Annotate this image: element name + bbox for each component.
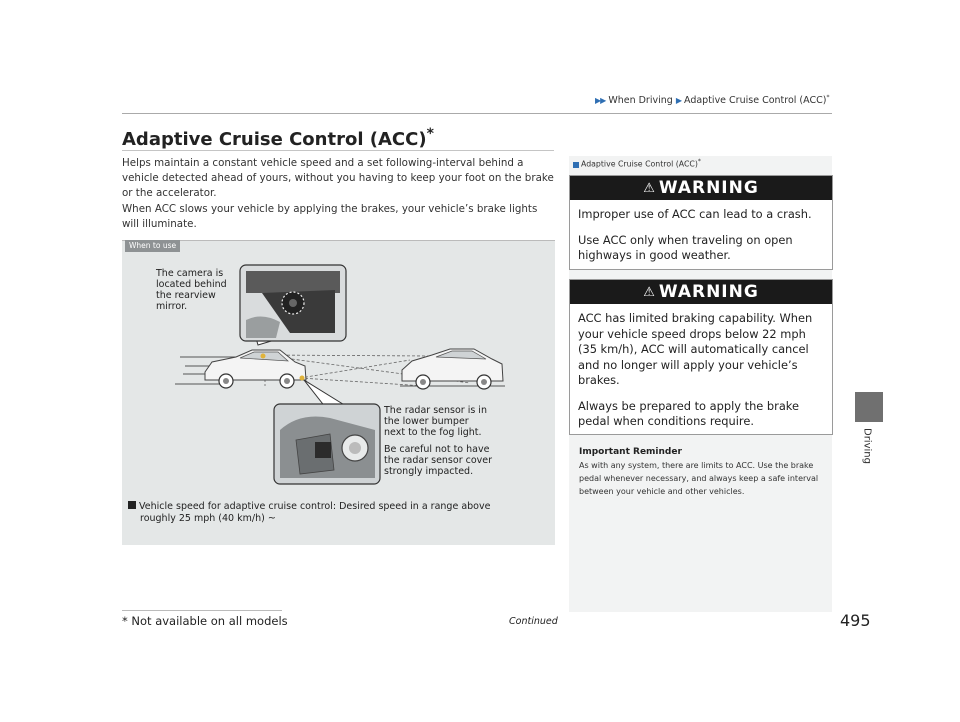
- warning-header: ⚠ WARNING: [570, 280, 832, 304]
- warning-2-text-1: ACC has limited braking capability. When your vehicle speed drops below 22 mph (35 km/h), ACC will automatically cancel and no longer will apply your vehicle’s brakes.: [578, 311, 813, 387]
- footnote: * Not available on all models: [122, 614, 288, 628]
- radar-callout-icon: [274, 380, 380, 484]
- lead-car-icon: [402, 349, 503, 389]
- warning-1-text-2: Use ACC only when traveling on open highways in good weather.: [578, 232, 793, 262]
- warning-1-text-1: Improper use of ACC can lead to a crash.: [578, 207, 812, 221]
- page-title: Adaptive Cruise Control (ACC)*: [122, 126, 434, 150]
- when-to-use-tag: When to use: [125, 240, 180, 252]
- title-footnote-mark: *: [426, 126, 434, 142]
- radar-caption: The radar sensor is in the lower bumper next to the fog light.: [384, 405, 487, 438]
- warning-triangle-icon: ⚠: [643, 285, 656, 300]
- continued-label: Continued: [509, 616, 558, 627]
- reminder-text: As with any system, there are limits to ACC. Use the brake pedal whenever necessary, and always keep a safe interval between your vehicle and other vehicles.: [579, 461, 819, 496]
- intro-paragraph-1: Helps maintain a constant vehicle speed and a set following-interval behind a vehicle detected ahead of yours, without you having to keep your foot on the brake or the accelerator.: [122, 157, 554, 200]
- breadcrumb-arrow-icon: ▶▶: [595, 96, 606, 106]
- camera-caption: The camera is located behind the rearview mirror.: [156, 268, 227, 312]
- camera-callout-icon: [240, 265, 346, 345]
- page-number: 495: [840, 611, 871, 630]
- warning-triangle-icon: ⚠: [643, 181, 656, 196]
- breadcrumb-item-when-driving[interactable]: When Driving: [608, 95, 673, 107]
- warning-box-1: [569, 175, 833, 270]
- footnote-divider: [122, 610, 282, 611]
- radar-caution-note: Be careful not to have the radar sensor cover strongly impacted.: [384, 444, 493, 477]
- warning-box-2: [569, 279, 833, 435]
- breadcrumb-arrow-icon: ▶: [675, 96, 681, 106]
- warning-header: ⚠ WARNING: [570, 176, 832, 200]
- intro-paragraph-2: When ACC slows your vehicle by applying the brakes, your vehicle’s brake lights will illuminate.: [122, 202, 538, 230]
- note-marker-icon: [573, 162, 579, 168]
- bullet-square-icon: [128, 501, 136, 509]
- chapter-tab-label: Driving: [861, 428, 873, 464]
- breadcrumb-item-acc[interactable]: Adaptive Cruise Control (ACC): [683, 95, 827, 107]
- own-car-icon: [205, 350, 306, 388]
- warning-2-text-2: Always be prepared to apply the brake pedal when conditions require.: [578, 398, 800, 428]
- speed-range-note: Vehicle speed for adaptive cruise control: Desired speed in a range above roughly 25 mph (40 km/h) ~: [128, 501, 538, 524]
- notes-heading: Adaptive Cruise Control (ACC)*: [573, 158, 701, 169]
- breadcrumb-footnote-mark: *: [826, 94, 830, 101]
- reminder-title: Important Reminder: [579, 447, 682, 457]
